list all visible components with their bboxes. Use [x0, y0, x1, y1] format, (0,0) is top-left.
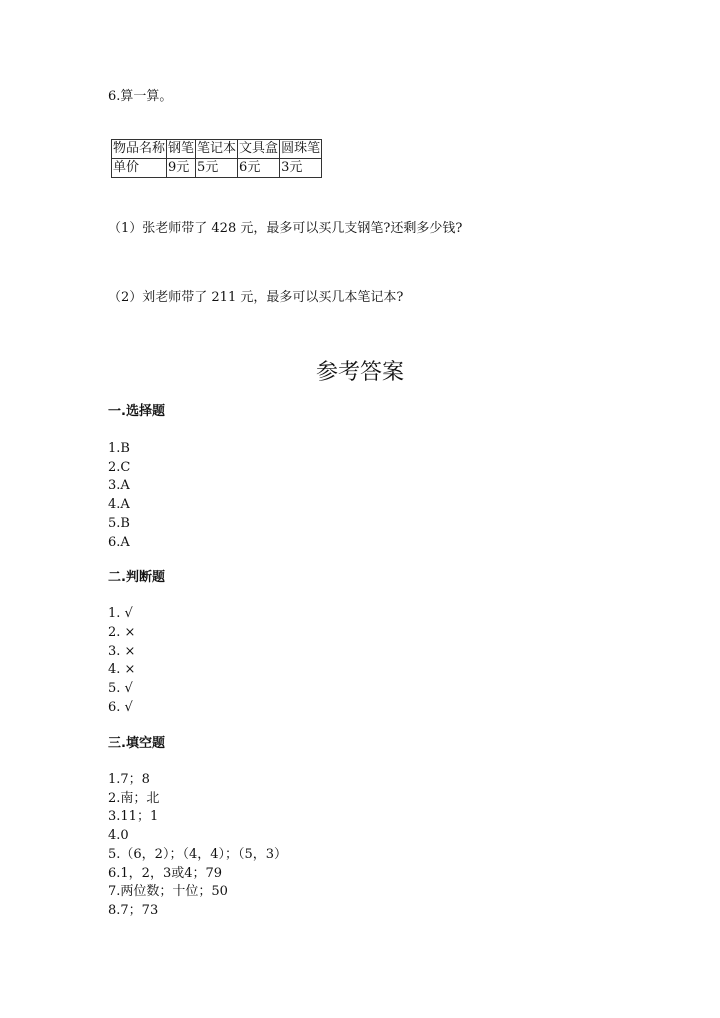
answer-item: 6. √: [108, 700, 133, 715]
sub-question-2: （2）刘老师带了 211 元，最多可以买几本笔记本?: [108, 290, 404, 305]
answer-item: 4. ×: [108, 662, 136, 677]
table-cell: 单价: [112, 159, 167, 178]
answer-item: 5. √: [108, 681, 133, 696]
answers-title: 参考答案: [315, 360, 404, 385]
sub-question-1: （1）张老师带了 428 元，最多可以买几支钢笔?还剩多少钱?: [108, 221, 463, 236]
section-heading-choice: 一.选择题: [108, 404, 165, 419]
answer-item: 6.1，2，3或4；79: [108, 866, 223, 881]
answer-item: 3.A: [108, 478, 130, 493]
answer-item: 7.两位数；十位；50: [108, 884, 228, 899]
table-cell: 物品名称: [112, 140, 167, 159]
table-row: [112, 159, 322, 178]
answer-item: 1. √: [108, 606, 133, 621]
table-cell: 钢笔: [167, 140, 196, 159]
answer-item: 4.A: [108, 497, 130, 512]
answer-item: 6.A: [108, 535, 130, 550]
section-heading-judge: 二.判断题: [108, 570, 165, 585]
answer-item: 2.南；北: [108, 791, 160, 806]
answer-item: 4.0: [108, 828, 129, 843]
answer-item: 3. ×: [108, 644, 136, 659]
price-table: [111, 139, 322, 178]
answer-item: 5.（6，2）；（4，4）；（5，3）: [108, 847, 288, 862]
answer-item: 2.C: [108, 460, 131, 475]
answer-item: 2. ×: [108, 625, 136, 640]
question-title: 6.算一算。: [108, 89, 173, 104]
answer-item: 1.7；8: [108, 772, 150, 787]
table-cell: 6元: [238, 159, 280, 178]
table-cell: 3元: [280, 159, 322, 178]
answer-item: 1.B: [108, 441, 130, 456]
table-cell: 9元: [167, 159, 196, 178]
table-header-row: [112, 140, 322, 159]
answer-item: 5.B: [108, 516, 130, 531]
table-cell: 文具盒: [238, 140, 280, 159]
table-cell: 笔记本: [196, 140, 238, 159]
table-cell: 5元: [196, 159, 238, 178]
section-heading-fill: 三.填空题: [108, 736, 165, 751]
answer-item: 8.7；73: [108, 903, 159, 918]
table-cell: 圆珠笔: [280, 140, 322, 159]
answer-item: 3.11；1: [108, 809, 159, 824]
